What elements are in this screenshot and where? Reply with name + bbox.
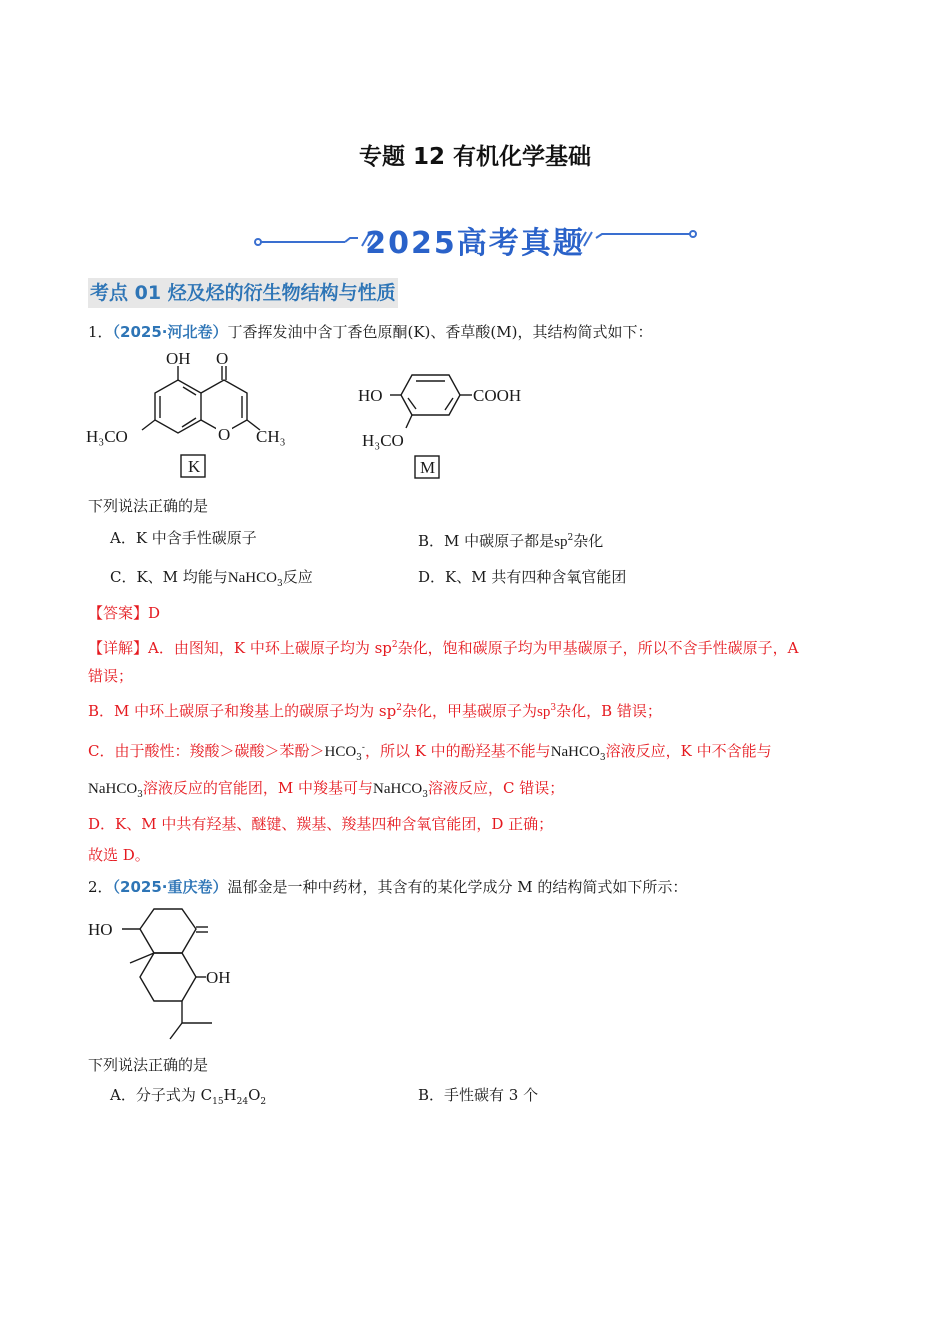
- q1-option-b[interactable]: B．M 中碳原子都是$sp^2$杂化: [418, 532, 604, 550]
- q2-oh-label: OH: [206, 968, 231, 987]
- detail-line-3: B．M 中环上碳原子和羧基上的碳原子均为 $sp^2$杂化，甲基碳原子为$sp^3$杂化，B 错误；: [88, 702, 662, 720]
- question-number: 1．: [88, 323, 113, 341]
- q1-option-a[interactable]: A．K 中含手性碳原子: [110, 529, 257, 547]
- page-title: 专题 12 有机化学基础: [358, 144, 592, 170]
- structure-k: [84, 348, 304, 488]
- q2-option-b[interactable]: B．手性碳有 3 个: [418, 1086, 539, 1104]
- question-text: 丁香挥发油中含丁香色原酮(K)、香草酸(M)，其结构简式如下：: [227, 323, 653, 341]
- detail-line-6: D．K、M 中共有羟基、醚键、羰基、羧基四种含氧官能团，D 正确；: [88, 815, 554, 833]
- question-2-prompt: 下列说法正确的是: [88, 1056, 209, 1074]
- detail-line-5: NaHCO$_3$溶液反应的官能团，M 中羧基可与NaHCO$_3$溶液反应，C 错误；: [88, 779, 565, 800]
- question-source: （2025·河北卷）: [112, 323, 228, 341]
- k-ch3-label: CH₃: [256, 427, 286, 446]
- q1-option-c[interactable]: C．K、M 均能与NaHCO$_3$反应: [110, 568, 313, 589]
- k-ring-o-label: O: [218, 425, 231, 444]
- detail-line-2: 错误；: [88, 667, 134, 685]
- detail-line-7: 故选 D。: [88, 846, 150, 864]
- q2-option-a[interactable]: A．分子式为 $C_{15}H_{24}O_2$: [110, 1086, 267, 1107]
- k-o-label: O: [216, 349, 229, 368]
- question-number: 2．: [88, 878, 113, 896]
- m-h3co-label: H₃CO: [362, 431, 404, 450]
- k-compound-label: K: [188, 457, 201, 476]
- q2-ho-label: HO: [88, 920, 113, 939]
- m-ho-label: HO: [358, 386, 383, 405]
- detail-line-1: 【详解】A．由图知，K 中环上碳原子均为 $sp^2$杂化，饱和碳原子均为甲基碳原子，所以不含手性碳原子，A: [88, 639, 799, 657]
- structure-m: [352, 360, 552, 485]
- answer-line: 【答案】D: [88, 604, 161, 622]
- m-cooh-label: COOH: [473, 386, 522, 405]
- question-2-stem: [88, 877, 687, 897]
- detail-line-4: C．由于酸性：羧酸＞碳酸＞苯酚$>HCO_3^-$，所以 K 中的酚羟基不能与NaHCO$_3$溶液反应，K 中不含能与: [88, 742, 772, 763]
- question-1-prompt: 下列说法正确的是: [88, 497, 209, 515]
- m-compound-label: M: [420, 458, 436, 477]
- banner-title: 2025高考真题: [365, 226, 585, 261]
- section-heading: 考点 01 烃及烃的衍生物结构与性质: [88, 278, 398, 308]
- structure-q2: [84, 905, 264, 1045]
- question-1-stem: [88, 322, 652, 342]
- question-text: 温郁金是一种中药材，其含有的某化学成分 M 的结构简式如下所示：: [227, 878, 688, 896]
- q1-option-d[interactable]: D．K、M 共有四种含氧官能团: [418, 568, 627, 586]
- k-h3co-label: H₃CO: [86, 427, 128, 446]
- k-oh-label: OH: [166, 349, 191, 368]
- question-source: （2025·重庆卷）: [112, 878, 228, 896]
